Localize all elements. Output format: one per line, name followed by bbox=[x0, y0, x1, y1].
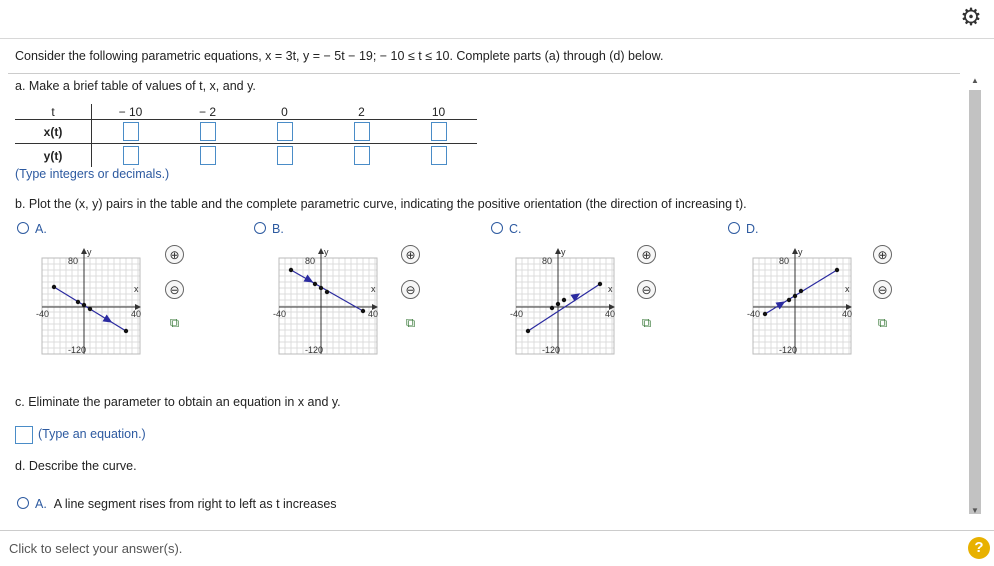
popout-icon[interactable]: ⧉ bbox=[405, 315, 416, 330]
y-top-tick: 80 bbox=[542, 256, 553, 266]
x-right-tick: 40 bbox=[605, 309, 616, 319]
plot-point bbox=[550, 306, 554, 310]
t-value: 0 bbox=[246, 104, 323, 120]
x-input[interactable] bbox=[123, 122, 139, 141]
plot-point bbox=[598, 282, 602, 286]
x-axis-label: x bbox=[608, 284, 613, 294]
plot-point bbox=[763, 312, 767, 316]
radio-icon[interactable] bbox=[17, 497, 29, 509]
x-input[interactable] bbox=[354, 122, 370, 141]
plot-point bbox=[289, 268, 293, 272]
plot-point bbox=[787, 298, 791, 302]
option-a[interactable] bbox=[17, 222, 47, 236]
scroll-up-icon[interactable]: ▲ bbox=[971, 76, 979, 85]
y-top-tick: 80 bbox=[68, 256, 79, 266]
graph-b-svg bbox=[273, 246, 379, 356]
t-value: − 10 bbox=[92, 104, 170, 120]
x-input[interactable] bbox=[431, 122, 447, 141]
plot-point bbox=[793, 294, 797, 298]
radio-icon[interactable] bbox=[17, 222, 29, 234]
graph-a bbox=[36, 246, 142, 356]
graph-c bbox=[510, 246, 616, 356]
popout-icon[interactable]: ⧉ bbox=[641, 315, 652, 330]
graph-c-svg bbox=[510, 246, 616, 356]
plot-point bbox=[799, 289, 803, 293]
help-icon[interactable]: ? bbox=[968, 537, 990, 559]
y-input[interactable] bbox=[277, 146, 293, 165]
zoom-out-icon[interactable]: ⊖ bbox=[637, 280, 656, 299]
scroll-thumb[interactable] bbox=[969, 90, 981, 514]
x-right-tick: 40 bbox=[131, 309, 142, 319]
y-axis-label: y bbox=[87, 247, 92, 257]
plot-point bbox=[556, 302, 560, 306]
part-b-prompt: b. Plot the (x, y) pairs in the table and the complete parametric curve, indicating the positive orientation (the direction of increasing t). bbox=[15, 197, 747, 211]
x-left-tick: -40 bbox=[747, 309, 761, 319]
plot-point bbox=[325, 290, 329, 294]
option-b[interactable] bbox=[254, 222, 284, 236]
y-axis-label: y bbox=[561, 247, 566, 257]
zoom-in-icon[interactable]: ⊕ bbox=[401, 245, 420, 264]
y-axis-label: y bbox=[324, 247, 329, 257]
y-input[interactable] bbox=[431, 146, 447, 165]
popout-icon[interactable]: ⧉ bbox=[169, 315, 180, 330]
t-header: t bbox=[15, 104, 92, 120]
x-left-tick: -40 bbox=[273, 309, 287, 319]
x-right-tick: 40 bbox=[842, 309, 853, 319]
question-text: Consider the following parametric equations, x = 3t, y = − 5t − 19; − 10 ≤ t ≤ 10. Complete parts (a) through (d) below. bbox=[15, 49, 664, 63]
plot-point bbox=[124, 329, 128, 333]
option-label: A. bbox=[35, 497, 47, 511]
zoom-out-icon[interactable]: ⊖ bbox=[873, 280, 892, 299]
option-c[interactable] bbox=[491, 222, 522, 236]
option-label: D. bbox=[746, 222, 759, 236]
part-c-prompt: c. Eliminate the parameter to obtain an equation in x and y. bbox=[15, 395, 341, 409]
part-a-hint: (Type integers or decimals.) bbox=[15, 167, 170, 181]
plot-point bbox=[562, 298, 566, 302]
option-label: A. bbox=[35, 222, 47, 236]
graph-d bbox=[747, 246, 853, 356]
graph-d-svg bbox=[747, 246, 853, 356]
t-value: − 2 bbox=[169, 104, 246, 120]
equation-input[interactable] bbox=[15, 426, 33, 444]
y-row-label: y(t) bbox=[15, 144, 92, 168]
x-axis-label: x bbox=[845, 284, 850, 294]
option-text: A line segment rises from right to left as t increases bbox=[53, 497, 337, 511]
x-axis-label: x bbox=[371, 284, 376, 294]
status-text: Click to select your answer(s). bbox=[9, 541, 183, 556]
y-bottom-tick: -120 bbox=[68, 345, 87, 355]
t-value: 10 bbox=[400, 104, 477, 120]
y-bottom-tick: -120 bbox=[779, 345, 798, 355]
option-d[interactable] bbox=[728, 222, 759, 236]
option-label: C. bbox=[509, 222, 522, 236]
scroll-down-icon[interactable]: ▼ bbox=[971, 506, 979, 515]
part-d-prompt: d. Describe the curve. bbox=[15, 459, 137, 473]
plot-point bbox=[76, 300, 80, 304]
plot-point bbox=[526, 329, 530, 333]
t-value: 2 bbox=[323, 104, 400, 120]
x-right-tick: 40 bbox=[368, 309, 379, 319]
option-label: B. bbox=[272, 222, 284, 236]
plot-point bbox=[313, 282, 317, 286]
x-left-tick: -40 bbox=[36, 309, 50, 319]
y-top-tick: 80 bbox=[779, 256, 790, 266]
zoom-in-icon[interactable]: ⊕ bbox=[873, 245, 892, 264]
graph-a-svg bbox=[36, 246, 142, 356]
x-row-label: x(t) bbox=[15, 120, 92, 144]
y-bottom-tick: -120 bbox=[305, 345, 324, 355]
x-axis-label: x bbox=[134, 284, 139, 294]
radio-icon[interactable] bbox=[728, 222, 740, 234]
part-c-hint: (Type an equation.) bbox=[38, 427, 146, 441]
y-top-tick: 80 bbox=[305, 256, 316, 266]
radio-icon[interactable] bbox=[491, 222, 503, 234]
graph-b bbox=[273, 246, 379, 356]
divider bbox=[8, 73, 960, 74]
plot-point bbox=[52, 285, 56, 289]
plot-point bbox=[88, 307, 92, 311]
y-axis-label: y bbox=[798, 247, 803, 257]
plot-point bbox=[835, 268, 839, 272]
gear-icon[interactable]: ⚙ bbox=[960, 4, 982, 31]
values-table bbox=[15, 104, 477, 167]
zoom-in-icon[interactable]: ⊕ bbox=[165, 245, 184, 264]
plot-point bbox=[319, 286, 323, 290]
scrollbar[interactable] bbox=[967, 76, 983, 518]
x-left-tick: -40 bbox=[510, 309, 524, 319]
plot-point bbox=[361, 309, 365, 313]
top-bar bbox=[0, 0, 994, 39]
part-a-prompt: a. Make a brief table of values of t, x, and y. bbox=[15, 79, 256, 93]
x-input[interactable] bbox=[200, 122, 216, 141]
x-input[interactable] bbox=[277, 122, 293, 141]
y-input[interactable] bbox=[354, 146, 370, 165]
y-input[interactable] bbox=[200, 146, 216, 165]
radio-icon[interactable] bbox=[254, 222, 266, 234]
zoom-out-icon[interactable]: ⊖ bbox=[401, 280, 420, 299]
popout-icon[interactable]: ⧉ bbox=[877, 315, 888, 330]
option-d-a[interactable] bbox=[17, 497, 337, 511]
plot-point bbox=[82, 303, 86, 307]
y-input[interactable] bbox=[123, 146, 139, 165]
zoom-in-icon[interactable]: ⊕ bbox=[637, 245, 656, 264]
zoom-out-icon[interactable]: ⊖ bbox=[165, 280, 184, 299]
y-bottom-tick: -120 bbox=[542, 345, 561, 355]
